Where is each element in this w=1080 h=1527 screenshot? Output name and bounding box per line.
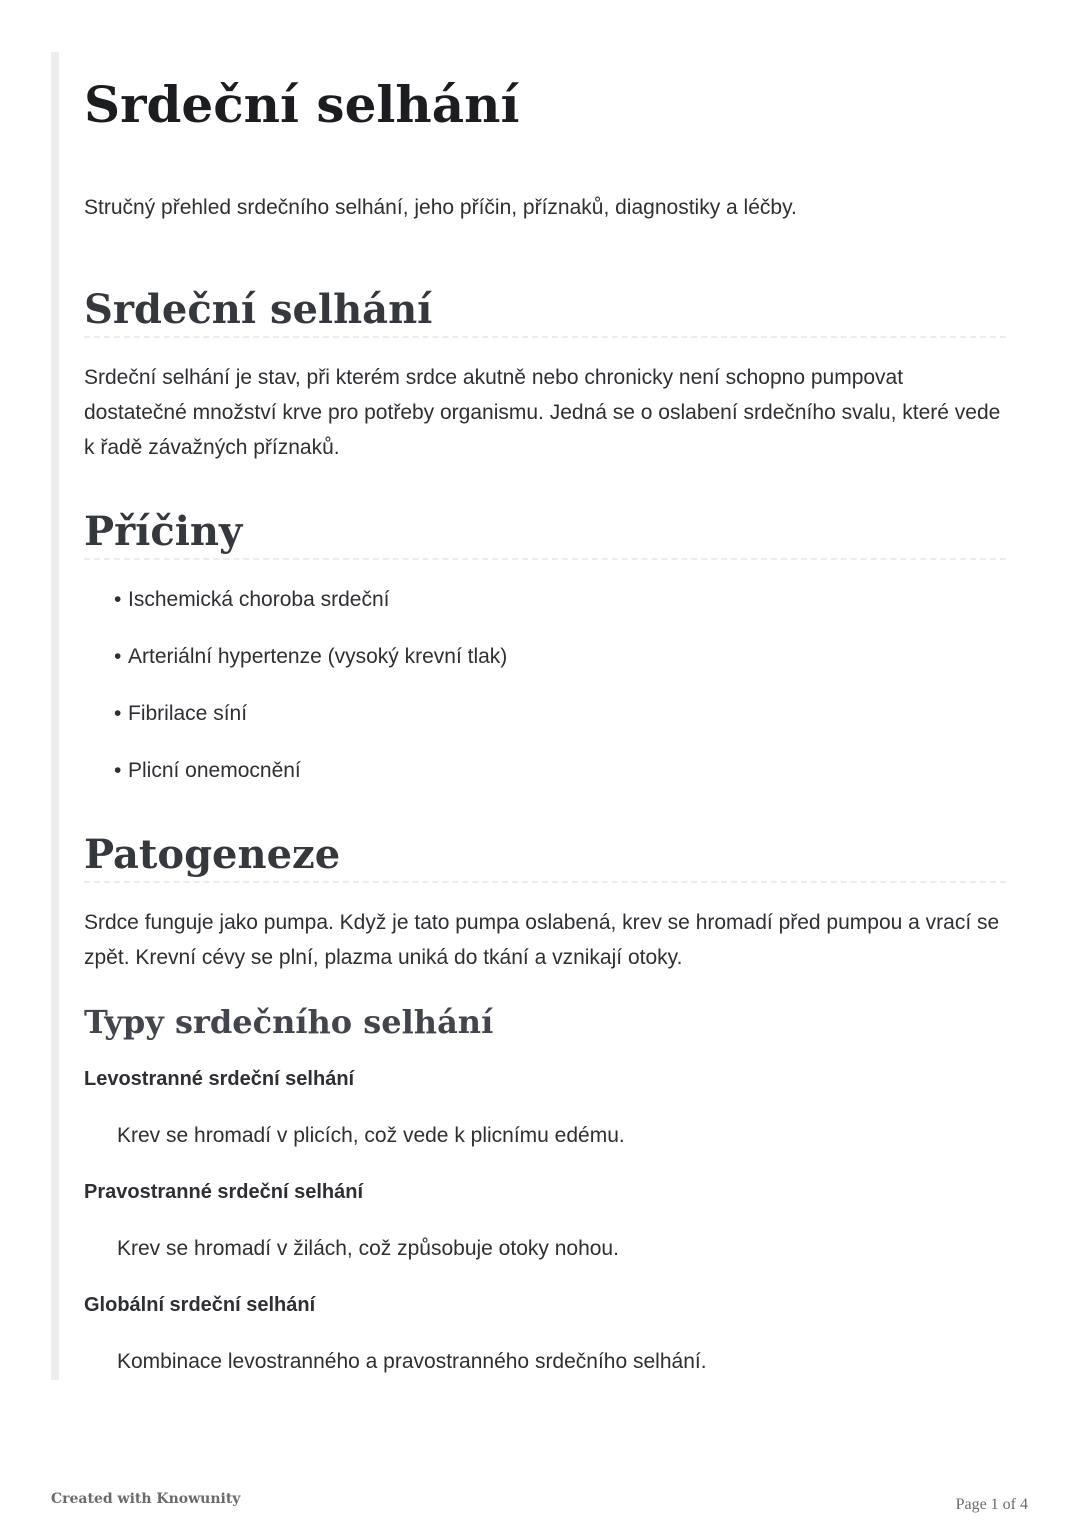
cause-text: Plicní onemocnění (128, 759, 301, 782)
type-term-left: Levostranné srdeční selhání (84, 1068, 355, 1090)
list-item (114, 640, 507, 697)
type-description-global: Kombinace levostranného a pravostranného srdečního selhání. (117, 1350, 707, 1373)
document-subtitle: Stručný přehled srdečního selhání, jeho příčin, příznaků, diagnostiky a léčby. (84, 196, 797, 219)
cause-text: Arteriální hypertenze (vysoký krevní tlak) (128, 645, 508, 668)
definition-paragraph: Srdeční selhání je stav, při kterém srdce akutně nebo chronicky není schopno pumpovat dostatečné množství krve pro potřeby organismu. Jedná se o oslabení srdečního svalu, které vede k řadě závažných příznaků. (84, 366, 1001, 459)
section-heading-types: Typy srdečního selhání (84, 1003, 494, 1041)
list-item (114, 754, 507, 811)
causes-list (114, 583, 507, 811)
type-term-global: Globální srdeční selhání (84, 1294, 316, 1316)
document-title: Srdeční selhání (84, 75, 520, 134)
section-heading-definition: Srdeční selhání (84, 284, 1006, 338)
bullet-icon: • (114, 702, 122, 725)
type-term-right: Pravostranné srdeční selhání (84, 1181, 364, 1203)
list-item (114, 697, 507, 754)
page-left-border (51, 52, 59, 1380)
section-heading-causes: Příčiny (84, 506, 1006, 560)
pathogenesis-paragraph: Srdce funguje jako pumpa. Když je tato pumpa oslabená, krev se hromadí před pumpou a vrací se zpět. Krevní cévy se plní, plazma uniká do tkání a vznikají otoky. (84, 911, 1000, 969)
cause-text: Ischemická choroba srdeční (128, 588, 390, 611)
footer-created-with: Created with Knowunity (51, 1491, 241, 1507)
bullet-icon: • (114, 588, 122, 611)
type-description-left: Krev se hromadí v plicích, což vede k plicnímu edému. (117, 1124, 625, 1147)
section-heading-pathogenesis: Patogeneze (84, 829, 1006, 883)
page-indicator: Page 1 of 4 (955, 1496, 1028, 1513)
cause-text: Fibrilace síní (128, 702, 248, 725)
bullet-icon: • (114, 645, 122, 668)
list-item (114, 583, 507, 640)
type-description-right: Krev se hromadí v žilách, což způsobuje otoky nohou. (117, 1237, 619, 1260)
bullet-icon: • (114, 759, 122, 782)
